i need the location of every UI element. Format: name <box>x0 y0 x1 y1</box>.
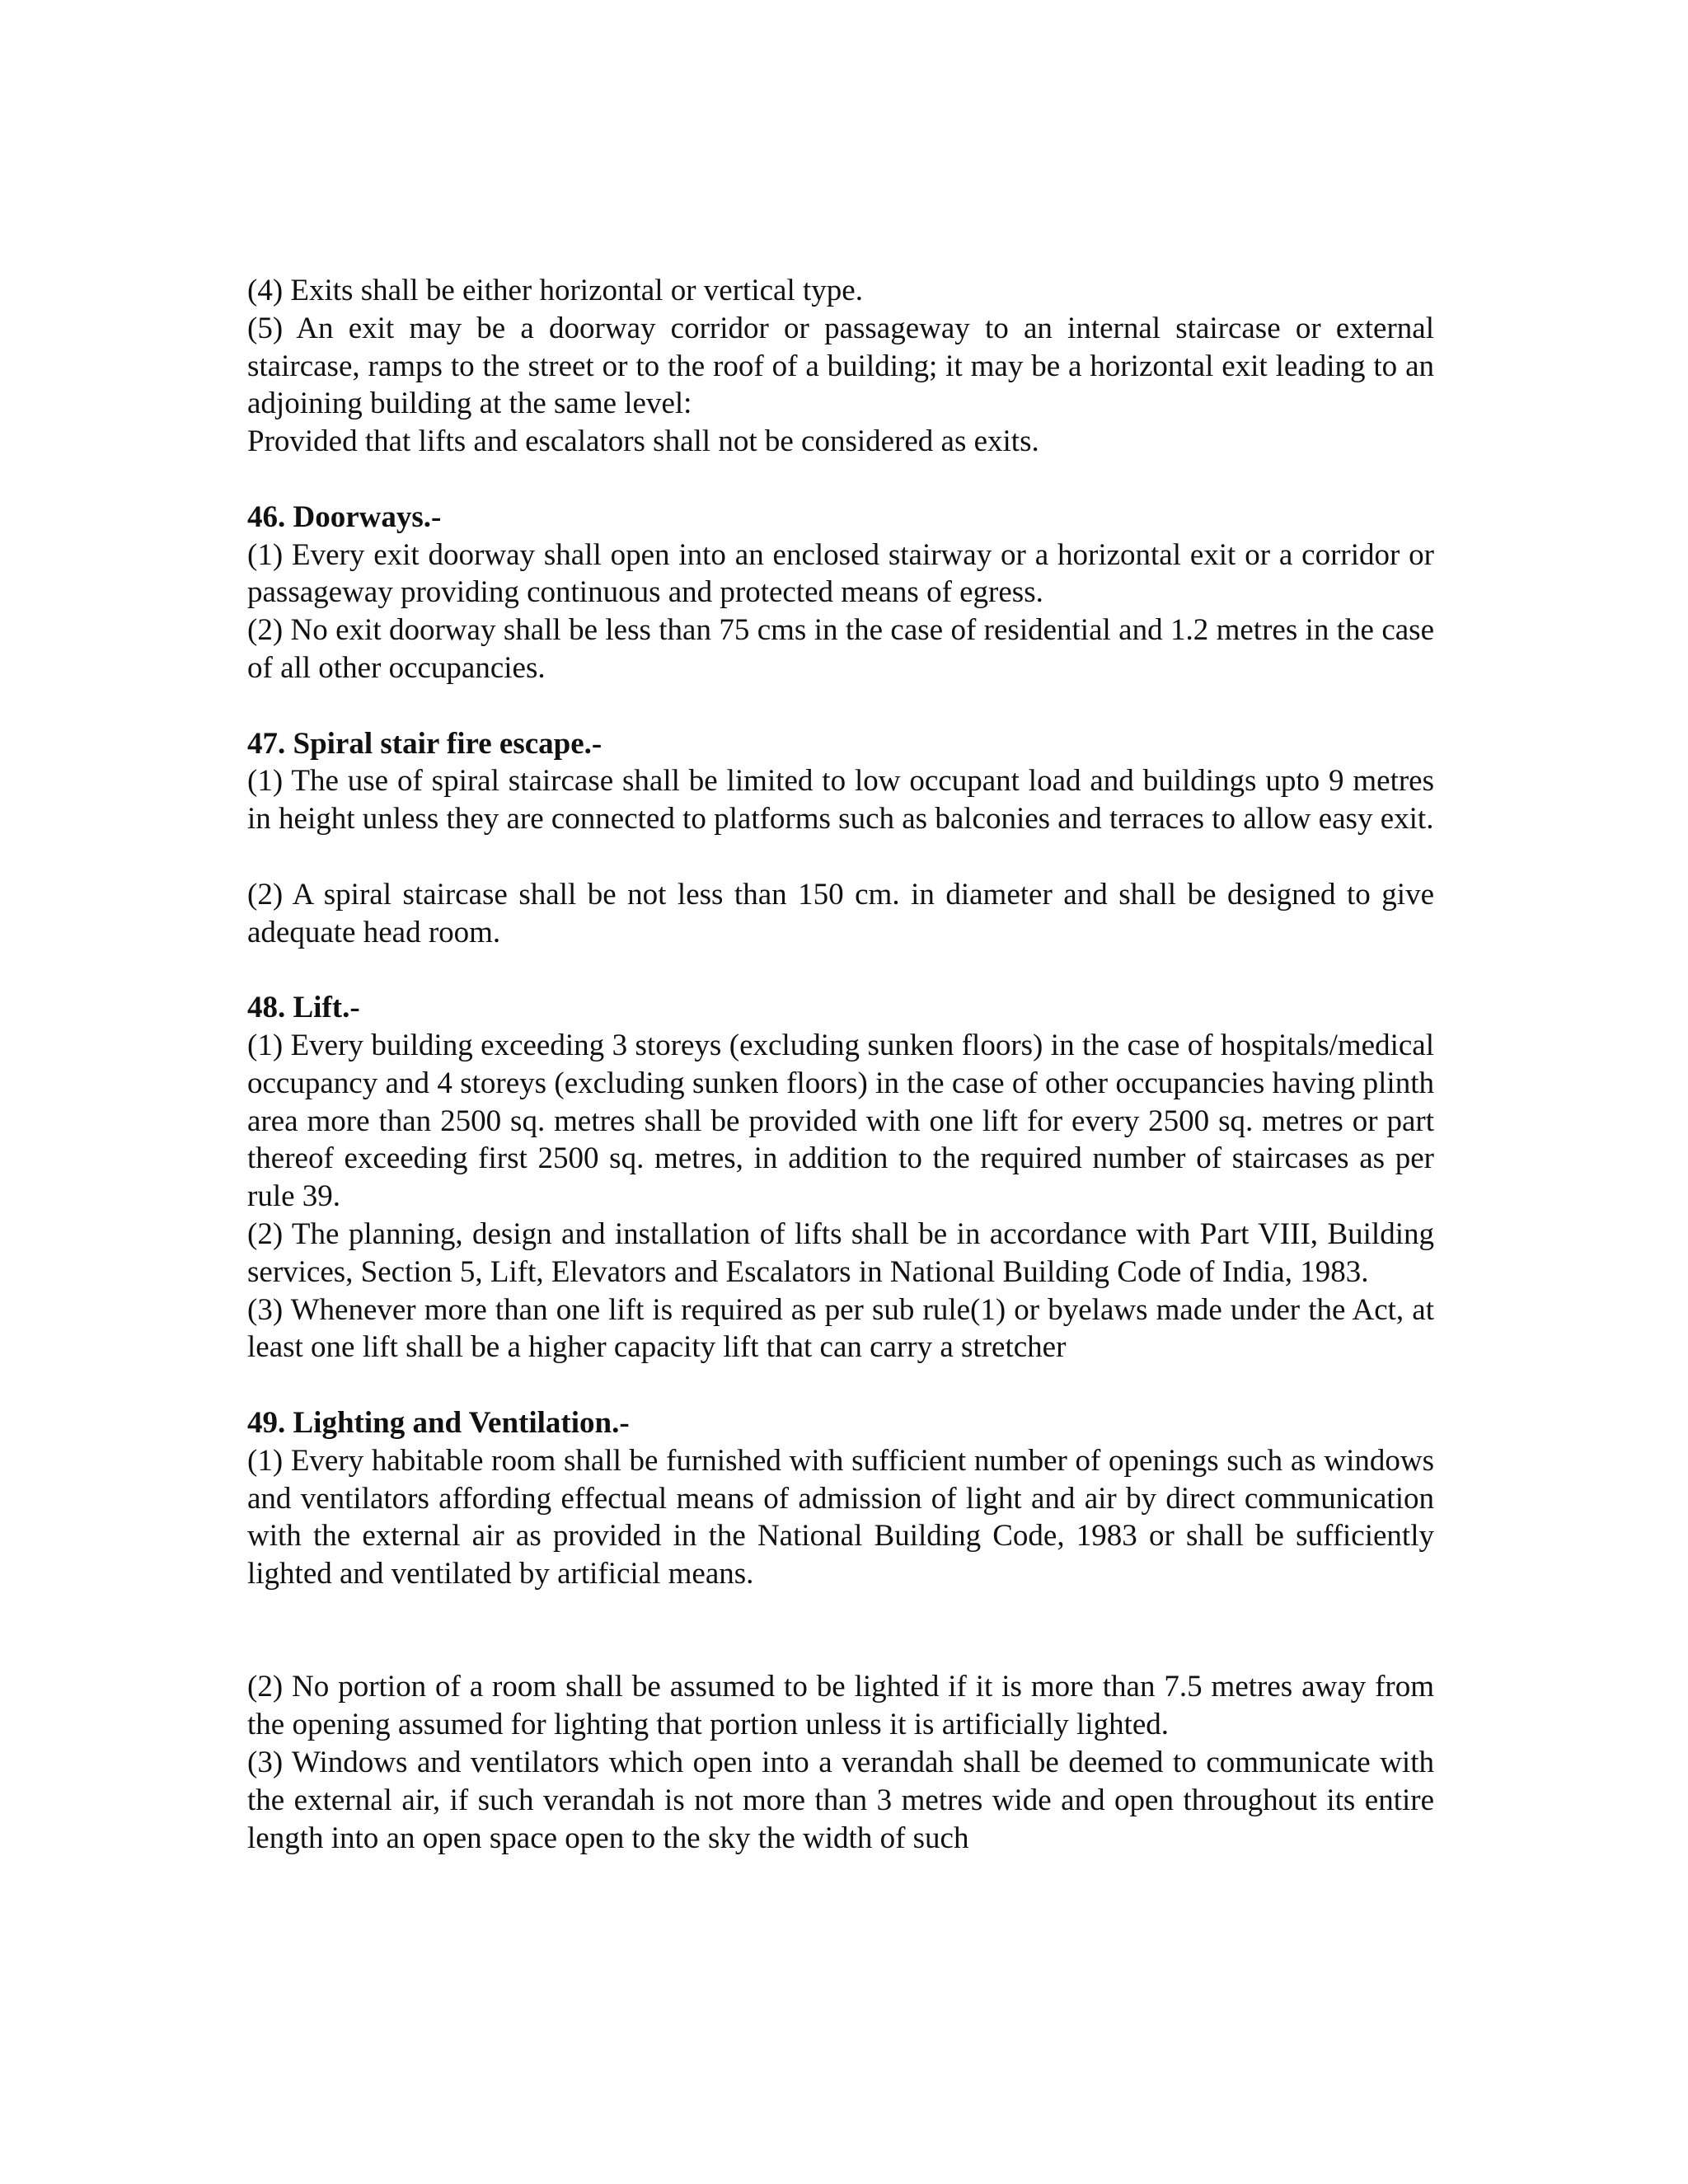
clause-45-5: (5) An exit may be a doorway corridor or passageway to an internal staircase or external staircase, ramps to the street or to the roof of a building; it may be a horizontal exit leading to an adjoining building at the same level: <box>247 311 1434 421</box>
spacer <box>247 1366 1434 1404</box>
clause-49-3: (3) Windows and ventilators which open into a verandah shall be deemed to communicate with the external air, if such verandah is not more than 3 metres wide and open throughout its entire length into an open space open to the sky the width of such <box>247 1746 1434 1855</box>
clause-45-4: (4) Exits shall be either horizontal or vertical type. <box>247 274 863 307</box>
section-heading-49: 49. Lighting and Ventilation.- <box>247 1405 630 1440</box>
spacer <box>247 687 1434 725</box>
clause-47-1: (1) The use of spiral staircase shall be limited to low occupant load and buildings upto 9 metres in height unless they are connected to platforms such as balconies and terraces to allow easy exit. <box>247 764 1434 837</box>
clause-48-2: (2) The planning, design and installation of lifts shall be in accordance with Part VIII, Building services, Section 5, Lift, Elevators and Escalators in National Building Code of India, 1983. <box>247 1216 1434 1289</box>
section-heading-46: 46. Doorways.- <box>247 499 442 534</box>
clause-46-1: (1) Every exit doorway shall open into an enclosed stairway or a horizontal exit or a corridor or passageway providing continuous and protected means of egress. <box>247 537 1434 610</box>
section-heading-48: 48. Lift.- <box>247 991 360 1025</box>
clause-48-3: (3) Whenever more than one lift is required as per sub rule(1) or byelaws made under the Act, at least one lift shall be a higher capacity lift that can carry a stretcher <box>247 1292 1434 1365</box>
spacer <box>247 461 1434 499</box>
clause-49-2: (2) No portion of a room shall be assumed to be lighted if it is more than 7.5 metres away from the opening assumed for lighting that portion unless it is artificially lighted. <box>247 1670 1434 1742</box>
clause-45-proviso: Provided that lifts and escalators shall not be considered as exits. <box>247 424 1039 459</box>
clause-48-1: (1) Every building exceeding 3 storeys (excluding sunken floors) in the case of hospitals/medical occupancy and 4 storeys (excluding sunken floors) in the case of other occupancies having plinth area more than 2500 sq. metres shall be provided with one lift for every 2500 sq. metres or part thereof exceeding first 2500 sq. metres, in addition to the required number of staircases as per rule 39. <box>247 1028 1434 1214</box>
clause-46-2: (2) No exit doorway shall be less than 75 cms in the case of residential and 1.2 metres in the case of all other occupancies. <box>247 613 1434 685</box>
spacer <box>247 838 1434 876</box>
document-page <box>247 272 1434 1857</box>
clause-49-1: (1) Every habitable room shall be furnished with sufficient number of openings such as windows and ventilators affording effectual means of admission of light and air by direct communication with the external air as provided in the National Building Code, 1983 or shall be sufficiently lighted and ventilated by artificial means. <box>247 1443 1434 1591</box>
section-heading-47: 47. Spiral stair fire escape.- <box>247 726 603 761</box>
clause-47-2: (2) A spiral staircase shall be not less than 150 cm. in diameter and shall be designed to give adequate head room. <box>247 877 1434 949</box>
spacer <box>247 951 1434 989</box>
spacer <box>247 1593 1434 1669</box>
